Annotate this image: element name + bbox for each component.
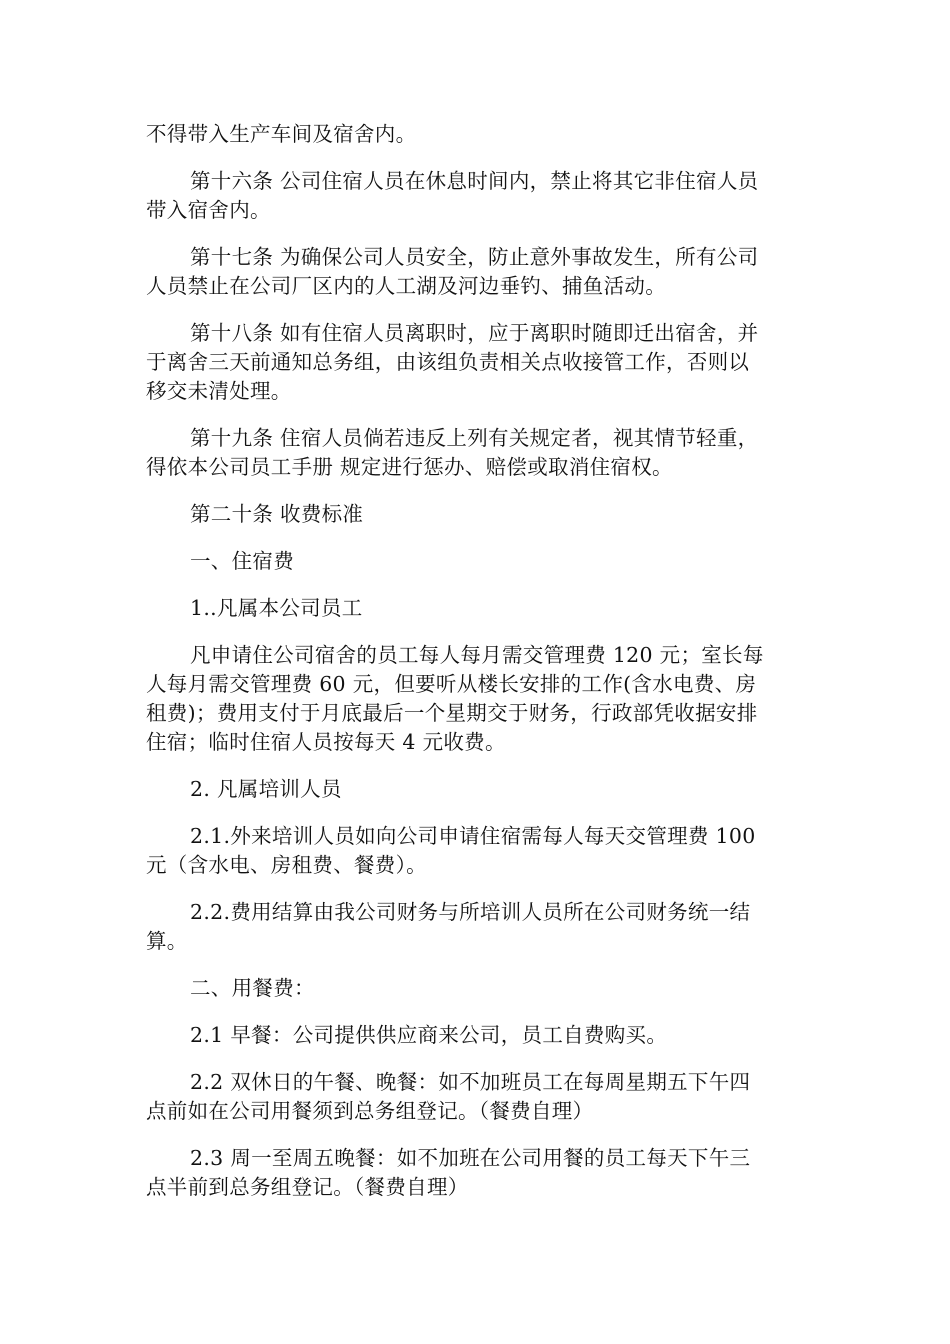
document-body bbox=[146, 120, 806, 1220]
text-line: 2.2 双休日的午餐、晚餐：如不加班员工在每周星期五下午四 bbox=[190, 1070, 751, 1094]
paragraph-employee-fees bbox=[146, 641, 806, 757]
text-line: 带入宿舍内。 bbox=[146, 198, 271, 222]
text-line: 点前如在公司用餐须到总务组登记。（餐费自理） bbox=[146, 1099, 594, 1123]
text-line: 移交未清处理。 bbox=[146, 379, 292, 403]
paragraph-weekday-dinner bbox=[146, 1144, 806, 1202]
paragraph-trainee-settlement bbox=[146, 898, 806, 956]
paragraph-employees bbox=[146, 594, 806, 623]
paragraph-meal-fee bbox=[146, 974, 806, 1003]
text-line: 人员禁止在公司厂区内的人工湖及河边垂钓、捕鱼活动。 bbox=[146, 274, 666, 298]
text-line: 第十八条 如有住宿人员离职时，应于离职时随即迁出宿舍，并 bbox=[190, 321, 759, 345]
subsection-heading: 1..凡属本公司员工 bbox=[190, 596, 363, 620]
text-line: 于离舍三天前通知总务组，由该组负责相关点收接管工作，否则以 bbox=[146, 350, 750, 374]
section-heading: 一、住宿费 bbox=[190, 549, 294, 573]
paragraph-article-18 bbox=[146, 319, 806, 406]
paragraph-breakfast bbox=[146, 1021, 806, 1050]
paragraph-article-20 bbox=[146, 500, 806, 529]
text-line: 住宿；临时住宿人员按每天 4 元收费。 bbox=[146, 730, 506, 754]
paragraph-article-19 bbox=[146, 424, 806, 482]
paragraph-trainees bbox=[146, 775, 806, 804]
text-line: 租费)；费用支付于月底最后一个星期交于财务，行政部凭收据安排 bbox=[146, 701, 758, 725]
subsection-heading: 2. 凡属培训人员 bbox=[190, 777, 342, 801]
paragraph-article-17 bbox=[146, 243, 806, 301]
paragraph-trainee-fee bbox=[146, 822, 806, 880]
text-line: 元（含水电、房租费、餐费）。 bbox=[146, 853, 427, 877]
paragraph-article-16 bbox=[146, 167, 806, 225]
paragraph-1 bbox=[146, 120, 806, 149]
text-line: 2.3 周一至周五晚餐：如不加班在公司用餐的员工每天下午三 bbox=[190, 1146, 751, 1170]
text-line: 算。 bbox=[146, 929, 188, 953]
text-line: 不得带入生产车间及宿舍内。 bbox=[146, 122, 417, 146]
section-heading: 第二十条 收费标准 bbox=[190, 502, 364, 526]
paragraph-weekend-meals bbox=[146, 1068, 806, 1126]
text-line: 2.1.外来培训人员如向公司申请住宿需每人每天交管理费 100 bbox=[190, 824, 756, 848]
text-line: 点半前到总务组登记。（餐费自理） bbox=[146, 1175, 469, 1199]
paragraph-accommodation-fee bbox=[146, 547, 806, 576]
text-line: 凡申请住公司宿舍的员工每人每月需交管理费 120 元；室长每 bbox=[190, 643, 764, 667]
section-heading: 二、用餐费： bbox=[190, 976, 315, 1000]
text-line: 2.2.费用结算由我公司财务与所培训人员所在公司财务统一结 bbox=[190, 900, 751, 924]
text-line: 人每月需交管理费 60 元，但要听从楼长安排的工作(含水电费、房 bbox=[146, 672, 757, 696]
text-line: 第十六条 公司住宿人员在休息时间内，禁止将其它非住宿人员 bbox=[190, 169, 759, 193]
text-line: 2.1 早餐：公司提供供应商来公司，员工自费购买。 bbox=[190, 1023, 668, 1047]
text-line: 得依本公司员工手册 规定进行惩办、赔偿或取消住宿权。 bbox=[146, 455, 673, 479]
text-line: 第十七条 为确保公司人员安全，防止意外事故发生，所有公司 bbox=[190, 245, 759, 269]
text-line: 第十九条 住宿人员倘若违反上列有关规定者，视其情节轻重， bbox=[190, 426, 759, 450]
